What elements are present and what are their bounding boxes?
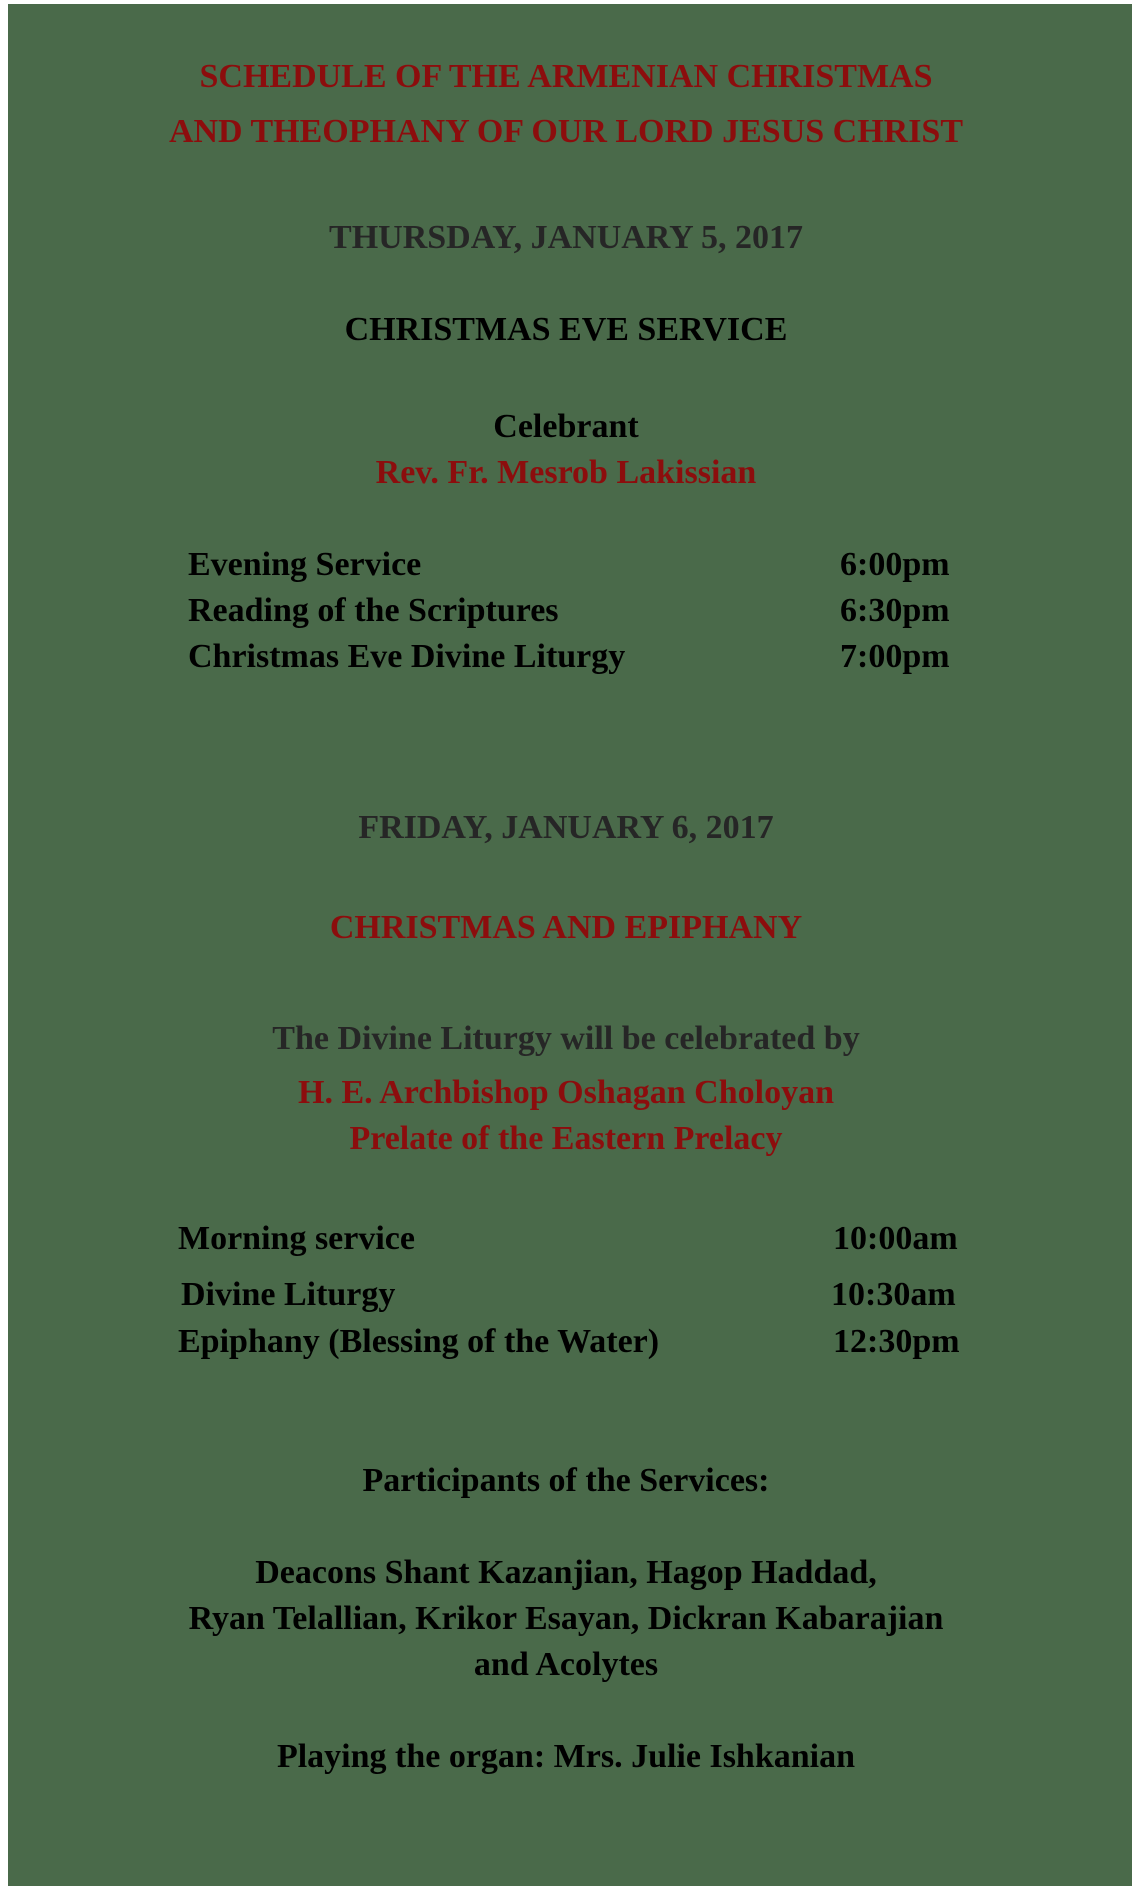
day1-item-name: Reading of the Scriptures [188, 592, 559, 629]
title-line-1: SCHEDULE OF THE ARMENIAN CHRISTMAS [199, 58, 933, 95]
day2-celebrant-name: H. E. Archbishop Oshagan Choloyan [298, 1074, 834, 1111]
day2-item-time: 12:30pm [833, 1323, 960, 1360]
organist-line: Playing the organ: Mrs. Julie Ishkanian [276, 1738, 856, 1775]
day2-service-title: CHRISTMAS AND EPIPHANY [329, 909, 803, 946]
day1-item-name: Evening Service [188, 546, 422, 583]
participants-line-1: Deacons Shant Kazanjian, Hagop Haddad, [255, 1554, 877, 1591]
day2-item-name: Epiphany (Blessing of the Water) [178, 1323, 660, 1360]
day1-date: THURSDAY, JANUARY 5, 2017 [329, 219, 803, 256]
participants-line-3: and Acolytes [473, 1646, 659, 1683]
day2-item-time: 10:30am [831, 1276, 956, 1313]
day1-service-title: CHRISTMAS EVE SERVICE [344, 311, 788, 348]
title-line-2: AND THEOPHANY OF OUR LORD JESUS CHRIST [168, 113, 964, 150]
day2-celebrant-title: Prelate of the Eastern Prelacy [349, 1120, 783, 1157]
day1-item-name: Christmas Eve Divine Liturgy [188, 638, 626, 675]
day2-item-name: Morning service [178, 1220, 415, 1257]
day2-date: FRIDAY, JANUARY 6, 2017 [358, 809, 774, 846]
day2-item-name: Divine Liturgy [181, 1276, 396, 1313]
day2-item-time: 10:00am [833, 1220, 958, 1257]
day1-item-time: 6:30pm [840, 592, 950, 629]
day2-intro: The Divine Liturgy will be celebrated by [272, 1020, 860, 1057]
participants-line-2: Ryan Telallian, Krikor Esayan, Dickran Kabarajian [188, 1600, 944, 1637]
day1-celebrant-label: Celebrant [493, 408, 639, 445]
day1-celebrant-name: Rev. Fr. Mesrob Lakissian [375, 454, 757, 491]
day1-item-time: 6:00pm [840, 546, 950, 583]
day1-item-time: 7:00pm [840, 638, 950, 675]
participants-heading: Participants of the Services: [362, 1462, 770, 1499]
